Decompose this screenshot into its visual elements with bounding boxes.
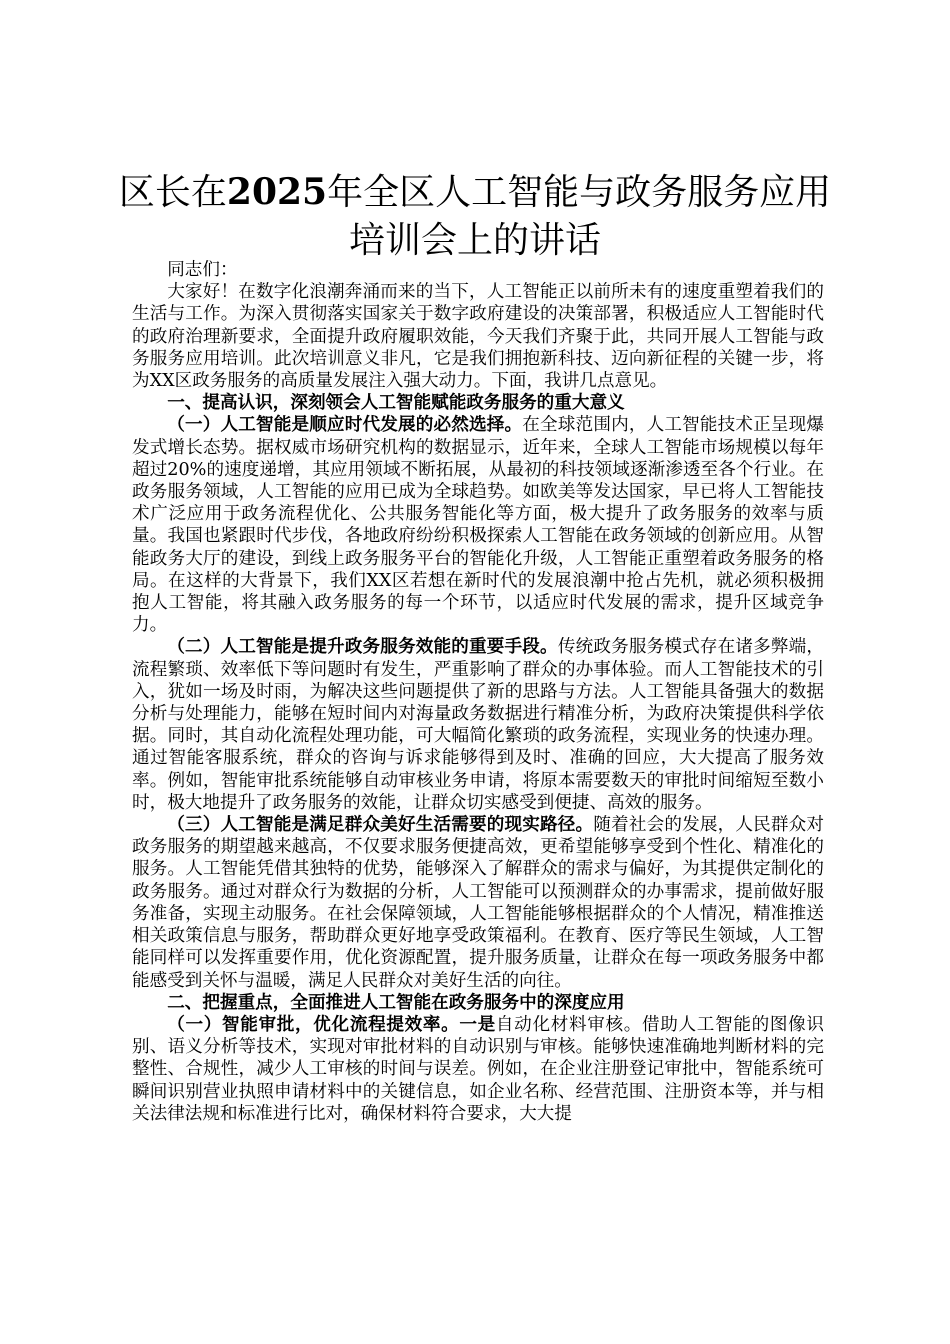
s2-p1-lead: （一）智能审批，优化流程提效率。一是 — [167, 1013, 496, 1035]
s1-paragraph-1 — [132, 414, 824, 636]
s1-p1-lead: （一）人工智能是顺应时代发展的必然选择。 — [167, 414, 523, 436]
section1-heading: 一、提高认识，深刻领会人工智能赋能政务服务的重大意义 — [167, 392, 625, 414]
title-suffix: 年全区人工智能与政务服务应用 — [327, 172, 832, 213]
section2-heading: 二、把握重点，全面推进人工智能在政务服务中的深度应用 — [167, 991, 625, 1013]
title-year: 2025 — [226, 171, 328, 213]
s1-paragraph-2 — [132, 636, 824, 814]
title-line2: 培训会上的讲话 — [348, 220, 601, 261]
s1-p2-text: 传统政务服务模式存在诸多弊端，流程繁琐、效率低下等问题时有发生，严重影响了群众的办事体验。而人工智能技术的引入，犹如一场及时雨，为解决这些问题提供了新的思路与方法。人工智能具备强大的数据分析与处理能力，能够在短时间内对海量政务数据进行精准分析，为政府决策提供科学依据。同时，其自动化流程处理功能，可大幅简化繁琐的政务流程，实现业务的快速办理。通过智能客服系统，群众的咨询与诉求能够得到及时、准确的回应，大大提高了服务效率。例如，智能审批系统能够自动审核业务申请，将原本需要数天的审批时间缩短至数小时，极大地提升了政务服务的效能，让群众切实感受到便捷、高效的服务。 — [132, 637, 824, 813]
intro-paragraph: 大家好！在数字化浪潮奔涌而来的当下，人工智能正以前所未有的速度重塑着我们的生活与工作。为深入贯彻落实国家关于数字政府建设的决策部署，积极适应人工智能时代的政府治理新要求，全面提升政府履职效能，今天我们齐聚于此，共同开展人工智能与政务服务应用培训。此次培训意义非凡，它是我们拥抱新科技、迈向新征程的关键一步，将为XX区政务服务的高质量发展注入强大动力。下面，我讲几点意见。 — [132, 282, 824, 392]
s1-p3-lead: （三）人工智能是满足群众美好生活需要的现实路径。 — [167, 814, 594, 836]
document-title — [100, 168, 850, 265]
s1-p1-text: 在全球范围内，人工智能技术正呈现爆发式增长态势。据权威市场研究机构的数据显示，近年来，全球人工智能市场规模以每年超过20%的速度递增，其应用领域不断拓展，从最初的科技领域逐渐渗透至各个行业。在政务服务领域，人工智能的应用已成为全球趋势。如欧美等发达国家，早已将人工智能技术广泛应用于政务流程优化、公共服务智能化等方面，极大提升了政务服务的效率与质量。我国也紧跟时代步伐，各地政府纷纷积极探索人工智能在政务领域的创新应用。从智能政务大厅的建设，到线上政务服务平台的智能化升级，人工智能正重塑着政务服务的格局。在这样的大背景下，我们XX区若想在新时代的发展浪潮中抢占先机，就必须积极拥抱人工智能，将其融入政务服务的每一个环节，以适应时代发展的需求，提升区域竞争力。 — [132, 415, 824, 636]
s1-p2-lead: （二）人工智能是提升政务服务效能的重要手段。 — [167, 636, 558, 658]
s2-paragraph-1 — [132, 1014, 824, 1125]
s1-p3-text: 随着社会的发展，人民群众对政务服务的期望越来越高，不仅要求服务便捷高效，更希望能够享受到个性化、精准化的服务。人工智能凭借其独特的优势，能够深入了解群众的需求与偏好，为其提供定制化的政务服务。通过对群众行为数据的分析，人工智能可以预测群众的办事需求，提前做好服务准备，实现主动服务。在社会保障领域，人工智能能够根据群众的个人情况，精准推送相关政策信息与服务，帮助群众更好地享受政策福利。在教育、医疗等民生领域，人工智能同样可以发挥重要作用，优化资源配置，提升服务质量，让群众在每一项政务服务中都能感受到关怀与温暖，满足人民群众对美好生活的向往。 — [132, 815, 824, 991]
s1-paragraph-3 — [132, 814, 824, 992]
greeting: 同志们： — [167, 260, 238, 280]
document-body — [132, 259, 824, 1125]
title-line1 — [119, 172, 831, 213]
s2-p1-text: 自动化材料审核。借助人工智能的图像识别、语义分析等技术，实现对审批材料的自动识别与审核。能够快速准确地判断材料的完整性、合规性，减少人工审核的时间与误差。例如，在企业注册登记审批中，智能系统可瞬间识别营业执照申请材料中的关键信息，如企业名称、经营范围、注册资本等，并与相关法律法规和标准进行比对，确保材料符合要求，大大提 — [132, 1014, 824, 1124]
title-prefix: 区长在 — [118, 172, 227, 213]
